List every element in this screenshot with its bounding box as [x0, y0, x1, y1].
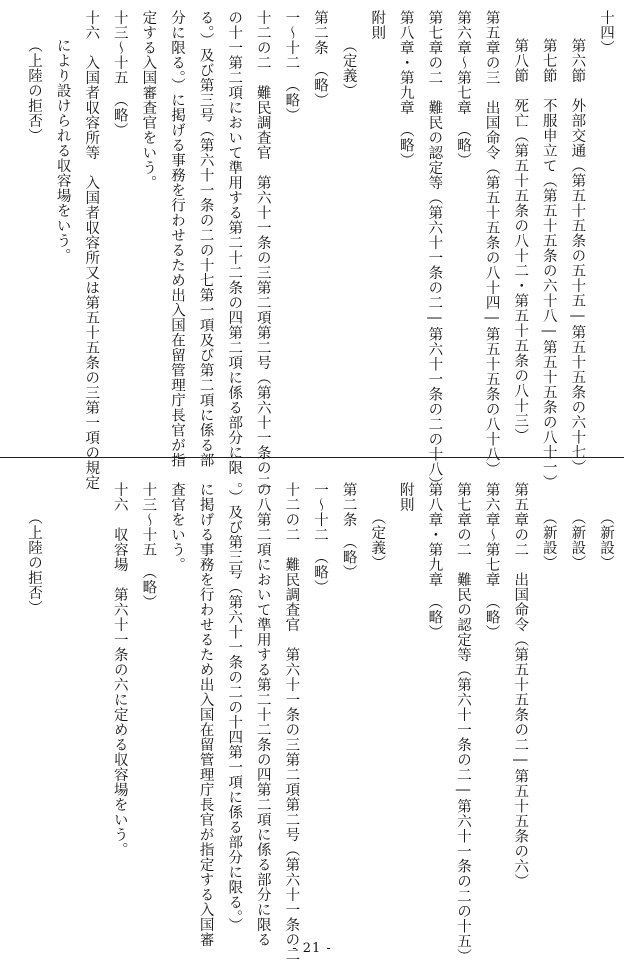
text-line: 第五章の三 出国命令（第五十五条の八十四―第五十五条の八十八） — [483, 10, 500, 477]
text-line: 第七章の二 難民の認定等（第六十一条の二―第六十一条の二の十五） — [455, 482, 471, 964]
text-line: 第二条 （略） — [312, 10, 328, 108]
text-line: により設けられる収容場をいう。 — [54, 38, 71, 263]
text-line: 定する入国審査官をいう。 — [140, 10, 157, 190]
text-line: 十三～十五 （略） — [140, 482, 157, 610]
text-line: の八第二項において準用する第二十二条の四第二項に係る部分に限る — [254, 482, 271, 947]
text-line: （定義） — [369, 510, 386, 570]
text-line: 十四） — [598, 10, 614, 55]
text-line: 第二条 （略） — [340, 482, 357, 580]
text-line: （上陸の拒否） — [26, 510, 42, 615]
text-line: 第五章の二 出国命令（第五十五条の二―第五十五条の六） — [512, 482, 529, 889]
text-line: 附則 — [369, 10, 386, 40]
text-line: 第六章～第七章 （略） — [483, 482, 500, 640]
text-line: 十三～十五 （略） — [111, 10, 128, 138]
text-line: 十六 収容場 第六十一条の六に定める収容場をいう。 — [111, 482, 128, 857]
text-line: 十二の二 難民調査官 第六十一条の三第二項第二号（第六十一条の二 — [283, 482, 300, 962]
text-line: 分に限る。）に掲げる事務を行わせるため出入国在留管理庁長官が指 — [169, 10, 185, 468]
text-line: 第八章・第九章 （略） — [426, 482, 443, 640]
text-line: 一～十二 （略） — [283, 10, 300, 123]
text-line: 一～十二 （略） — [312, 482, 328, 595]
text-line: （新設） — [598, 510, 614, 570]
text-line: 十二の二 難民調査官 第六十一条の三第二項第二号（第六十一条の二 — [254, 10, 271, 490]
text-line: （上陸の拒否） — [26, 38, 42, 143]
text-line: 附則 — [397, 482, 414, 512]
text-line: （定義） — [340, 38, 357, 98]
text-line: 。）及び第三号（第六十一条の二の十四第一項に係る部分に限る。） — [226, 482, 243, 933]
text-line: 第六節 外部交通（第五十五条の五十五―第五十五条の六十七） — [569, 38, 586, 475]
text-line: （新設） — [540, 510, 557, 570]
text-line: 第八章・第九章 （略） — [397, 10, 414, 168]
text-line: 第七節 不服申立て（第五十五条の六十八―第五十五条の八十一） — [540, 38, 557, 490]
text-line: 第六章～第七章 （略） — [455, 10, 471, 168]
text-line: 査官をいう。 — [169, 482, 185, 572]
text-line: に掲げる事務を行わせるため出入国在留管理庁長官が指定する入国審 — [197, 482, 214, 947]
page-number: - 21 - — [292, 941, 332, 956]
text-line: 第八節 死亡（第五十五条の八十二・第五十五条の八十三） — [512, 38, 529, 443]
text-line: の十一第二項において準用する第二十二条の四第二項に係る部分に限 — [226, 10, 243, 475]
text-line: （新設） — [569, 510, 586, 570]
section-divider — [0, 457, 624, 458]
text-line: 第七章の二 難民の認定等（第六十一条の二―第六十一条の二の十八） — [426, 10, 443, 492]
text-line: る。）及び第三号（第六十一条の二の十七第一項及び第二項に係る部 — [197, 10, 214, 468]
text-line: 十六 入国者収容所等 入国者収容所又は第五十五条の三第一項の規定 — [83, 10, 100, 490]
